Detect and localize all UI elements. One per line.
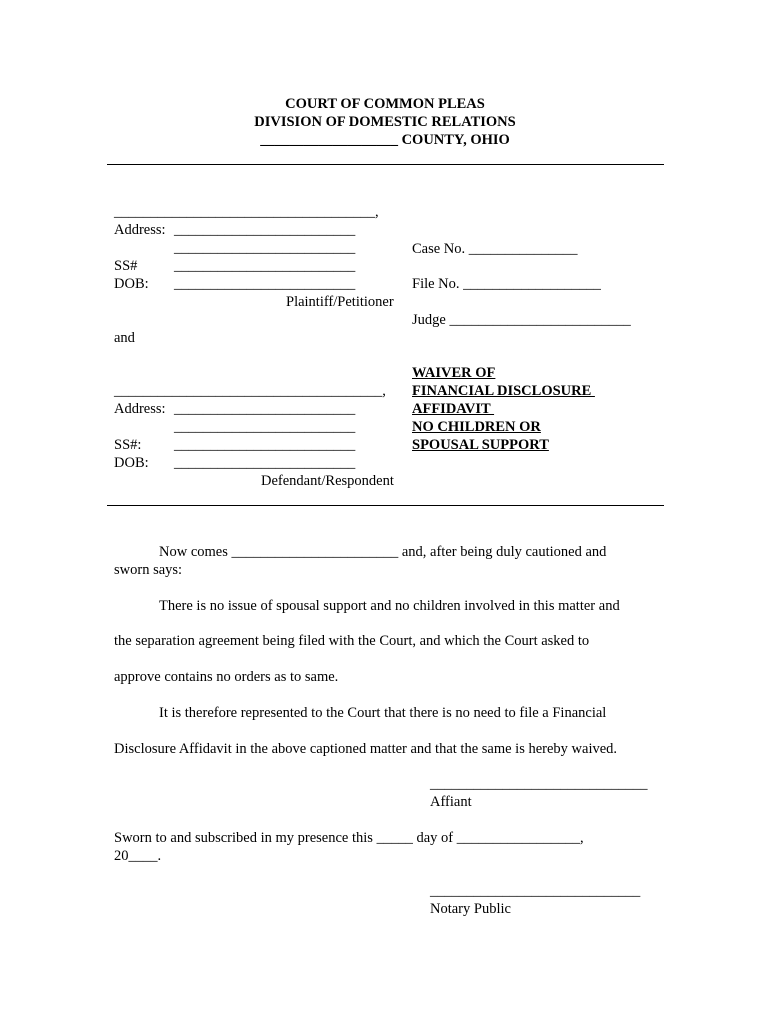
judge-name: Judge _________________________ bbox=[412, 312, 631, 328]
body-p3-line-1: It is therefore represented to the Court that there is no need to file a Financial bbox=[159, 705, 607, 721]
court-division: DIVISION OF DOMESTIC RELATIONS bbox=[254, 114, 516, 130]
plaintiff-name-line: ____________________________________, bbox=[114, 204, 379, 220]
doc-title-line-5: SPOUSAL SUPPORT bbox=[412, 437, 549, 453]
court-name: COURT OF COMMON PLEAS bbox=[285, 96, 485, 112]
defendant-ss-label: SS#: bbox=[114, 437, 142, 453]
body-p3-line-2: Disclosure Affidavit in the above captioned matter and that the same is hereby waived. bbox=[114, 741, 618, 757]
plaintiff-address-label: Address: bbox=[114, 222, 166, 238]
plaintiff-address-line-2: _________________________ bbox=[174, 240, 356, 256]
defendant-dob-line: _________________________ bbox=[174, 455, 356, 471]
defendant-name-line: _____________________________________, bbox=[114, 383, 386, 399]
body-p1-line-1: Now comes _______________________ and, after being duly cautioned and bbox=[159, 544, 607, 560]
court-county: ___________________ COUNTY, OHIO bbox=[260, 132, 510, 148]
notary-signature-line: _____________________________ bbox=[430, 883, 641, 899]
and-text: and bbox=[114, 330, 135, 346]
plaintiff-address-line-1: _________________________ bbox=[174, 222, 356, 238]
header-divider bbox=[107, 164, 664, 165]
affiant-label: Affiant bbox=[430, 794, 472, 810]
plaintiff-ss-label: SS# bbox=[114, 258, 138, 274]
body-p2-line-2: the separation agreement being filed with the Court, and which the Court asked to bbox=[114, 633, 590, 649]
doc-title-line-1: WAIVER OF bbox=[412, 365, 496, 381]
defendant-role: Defendant/Respondent bbox=[261, 473, 394, 489]
defendant-address-label: Address: bbox=[114, 401, 166, 417]
defendant-ss-line: _________________________ bbox=[174, 437, 356, 453]
doc-title-line-4: NO CHILDREN OR bbox=[412, 419, 541, 435]
notary-label: Notary Public bbox=[430, 901, 511, 917]
caption-divider bbox=[107, 505, 664, 506]
defendant-address-line-1: _________________________ bbox=[174, 401, 356, 417]
doc-title-line-3: AFFIDAVIT bbox=[412, 401, 495, 417]
plaintiff-dob-line: _________________________ bbox=[174, 276, 356, 292]
sworn-line-2: 20____. bbox=[114, 848, 162, 864]
defendant-dob-label: DOB: bbox=[114, 455, 149, 471]
body-p2-line-3: approve contains no orders as to same. bbox=[114, 669, 339, 685]
file-number: File No. ___________________ bbox=[412, 276, 601, 292]
affiant-signature-line: ______________________________ bbox=[430, 776, 648, 792]
doc-title-line-2: FINANCIAL DISCLOSURE bbox=[412, 383, 595, 399]
plaintiff-ss-line: _________________________ bbox=[174, 258, 356, 274]
defendant-address-line-2: _________________________ bbox=[174, 419, 356, 435]
sworn-line-1: Sworn to and subscribed in my presence this _____ day of _________________, bbox=[114, 830, 584, 846]
body-p2-line-1: There is no issue of spousal support and no children involved in this matter and bbox=[159, 598, 620, 614]
plaintiff-dob-label: DOB: bbox=[114, 276, 149, 292]
plaintiff-role: Plaintiff/Petitioner bbox=[286, 294, 394, 310]
body-p1-line-2: sworn says: bbox=[114, 562, 183, 578]
case-number: Case No. _______________ bbox=[412, 241, 578, 257]
